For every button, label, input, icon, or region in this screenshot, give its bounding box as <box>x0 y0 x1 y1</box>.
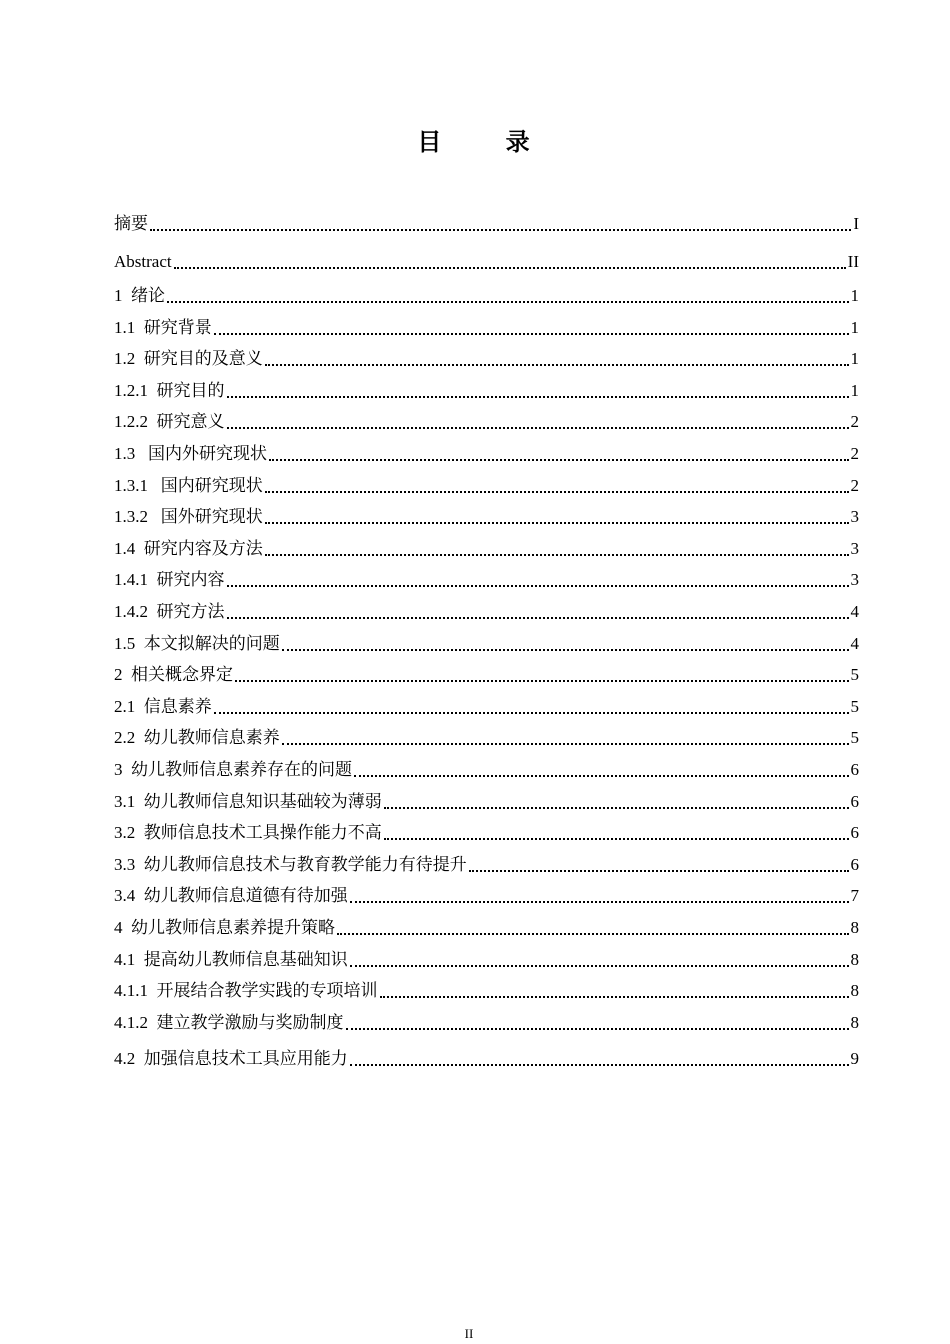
toc-title: 目 录 <box>417 128 558 156</box>
toc-entry[interactable] <box>114 537 859 561</box>
toc-dot-leader <box>269 459 849 461</box>
toc-entry-page: 2 <box>850 412 859 431</box>
toc-entry[interactable] <box>114 568 859 592</box>
toc-entry-label: 幼儿教师信息素养存在的问题 <box>131 760 352 780</box>
toc-entry-page: 6 <box>850 823 859 842</box>
toc-entry-page: 5 <box>850 665 859 684</box>
toc-entry[interactable] <box>114 632 859 656</box>
toc-entry-number: 4.1 <box>114 950 144 969</box>
toc-dot-leader <box>469 870 849 872</box>
toc-dot-leader <box>265 554 849 556</box>
toc-entry-page: 1 <box>850 349 859 368</box>
toc-entry-page: 3 <box>850 507 859 526</box>
toc-entry-label: 建立教学激励与奖励制度 <box>156 1013 344 1033</box>
toc-entry[interactable] <box>114 600 859 624</box>
toc-entry-page: 1 <box>850 286 859 305</box>
toc-entry[interactable] <box>114 916 859 940</box>
toc-entry[interactable] <box>114 347 859 371</box>
toc-entry-label: 国内外研究现状 <box>148 444 267 464</box>
toc-entry-label: 提高幼儿教师信息基础知识 <box>143 950 348 970</box>
toc-entry-number: 1.4 <box>114 539 144 558</box>
toc-entry-number: 1.2 <box>114 349 144 368</box>
toc-entry[interactable] <box>114 663 859 687</box>
page-number-footer: II <box>464 1326 474 1341</box>
toc-entry[interactable] <box>114 284 859 308</box>
toc-entry-page: 5 <box>850 697 859 716</box>
toc-entry-page: 8 <box>850 1013 859 1032</box>
toc-entry-label: 研究目的及意义 <box>143 349 263 369</box>
toc-entry-label: 研究目的 <box>156 381 225 401</box>
toc-entry-label: 研究内容 <box>156 570 225 590</box>
toc-entry-page: 3 <box>850 570 859 589</box>
toc-entry-number: 1.4.2 <box>114 602 157 621</box>
toc-entry-label: 幼儿教师信息素养 <box>143 728 280 748</box>
toc-entry-page: 4 <box>850 634 859 653</box>
toc-entry-label: 摘要 <box>114 214 148 234</box>
toc-entry-page: II <box>847 252 859 271</box>
toc-dot-leader <box>227 396 849 398</box>
toc-entry-page: 6 <box>850 792 859 811</box>
toc-dot-leader <box>346 1028 849 1030</box>
toc-dot-leader <box>282 743 849 745</box>
toc-dot-leader <box>227 427 849 429</box>
toc-dot-leader <box>282 649 849 651</box>
toc-entry-label: 国内研究现状 <box>160 476 263 496</box>
toc-entry-number: 1.3.1 <box>114 476 161 495</box>
toc-dot-leader <box>214 712 849 714</box>
toc-entry[interactable] <box>114 212 859 236</box>
toc-entry-label: 开展结合教学实践的专项培训 <box>156 981 378 1001</box>
toc-entry-label: 研究意义 <box>156 412 225 432</box>
toc-entry[interactable] <box>114 853 859 877</box>
toc-entry-number: 1.2.2 <box>114 412 157 431</box>
toc-dot-leader <box>354 775 849 777</box>
toc-entry-label: 信息素养 <box>143 697 212 717</box>
toc-entry-label: 教师信息技术工具操作能力不高 <box>143 823 382 843</box>
toc-entry-label: 本文拟解决的问题 <box>143 634 280 654</box>
toc-entry-number: 1.4.1 <box>114 570 157 589</box>
toc-entry[interactable] <box>114 410 859 434</box>
toc-entry-number: 3.3 <box>114 855 144 874</box>
toc-entry-page: 6 <box>850 760 859 779</box>
toc-dot-leader <box>350 901 849 903</box>
toc-dot-leader <box>227 617 849 619</box>
toc-entry-number: 3.4 <box>114 886 144 905</box>
toc-dot-leader <box>265 491 849 493</box>
toc-entry-number: 2.1 <box>114 697 144 716</box>
toc-dot-leader <box>384 838 849 840</box>
toc-entry-page: 1 <box>850 318 859 337</box>
toc-entry-label: 加强信息技术工具应用能力 <box>143 1049 348 1069</box>
toc-entry[interactable] <box>114 979 859 1003</box>
toc-entry-number: 1.1 <box>114 318 144 337</box>
toc-entry-label: 研究方法 <box>156 602 225 622</box>
toc-entry[interactable] <box>114 790 859 814</box>
toc-entry-number: 1.2.1 <box>114 381 157 400</box>
toc-entry-page: 2 <box>850 476 859 495</box>
toc-entry-number: 3.1 <box>114 792 144 811</box>
toc-entry[interactable] <box>114 758 859 782</box>
toc-entry[interactable] <box>114 474 859 498</box>
toc-dot-leader <box>384 807 849 809</box>
toc-entry-number: 1.3.2 <box>114 507 161 526</box>
toc-entry[interactable] <box>114 316 859 340</box>
toc-entry-label: 相关概念界定 <box>131 665 233 685</box>
toc-entry-label: 国外研究现状 <box>160 507 263 527</box>
toc-dot-leader <box>214 333 849 335</box>
toc-entry-label: 研究背景 <box>143 318 212 338</box>
toc-entry-label: Abstract <box>114 252 172 271</box>
toc-entry-number: 4.2 <box>114 1049 144 1068</box>
toc-dot-leader <box>150 229 851 231</box>
toc-entry-page: 3 <box>850 539 859 558</box>
toc-entry-page: 2 <box>850 444 859 463</box>
toc-dot-leader <box>265 364 849 366</box>
toc-entry[interactable] <box>114 884 859 908</box>
toc-entry-page: 8 <box>850 981 859 1000</box>
toc-entry-label: 幼儿教师信息知识基础较为薄弱 <box>143 792 382 812</box>
toc-entry-label: 幼儿教师信息道德有待加强 <box>143 886 348 906</box>
toc-dot-leader <box>350 1064 849 1066</box>
toc-entry-page: I <box>853 214 859 233</box>
toc-entry[interactable] <box>114 1011 859 1035</box>
toc-entry-label: 幼儿教师信息技术与教育教学能力有待提升 <box>143 855 467 875</box>
toc-entry-page: 9 <box>850 1049 859 1068</box>
toc-entry-page: 6 <box>850 855 859 874</box>
toc-entry-page: 4 <box>850 602 859 621</box>
toc-entry[interactable] <box>114 505 859 529</box>
toc-entry-page: 7 <box>850 886 859 905</box>
toc-entry-label: 绪论 <box>131 286 165 306</box>
toc-entry-number: 4 <box>114 918 131 937</box>
toc-entry[interactable] <box>114 1047 859 1071</box>
toc-entry[interactable] <box>114 442 859 466</box>
toc-entry-number: 2.2 <box>114 728 144 747</box>
toc-dot-leader <box>337 933 849 935</box>
toc-entry-page: 1 <box>850 381 859 400</box>
toc-entry-number: 1 <box>114 286 131 305</box>
toc-dot-leader <box>265 522 849 524</box>
toc-dot-leader <box>227 585 849 587</box>
toc-entry-number: 3 <box>114 760 131 779</box>
toc-entry[interactable] <box>114 726 859 750</box>
toc-entry[interactable] <box>114 948 859 972</box>
toc-dot-leader <box>350 965 849 967</box>
toc-entry-number: 2 <box>114 665 131 684</box>
toc-entry[interactable] <box>114 250 859 274</box>
toc-entry-page: 8 <box>850 950 859 969</box>
toc-entry-number: 1.3 <box>114 444 148 463</box>
toc-entry-label: 幼儿教师信息素养提升策略 <box>131 918 335 938</box>
toc-dot-leader <box>380 996 849 998</box>
toc-dot-leader <box>167 301 849 303</box>
toc-entry-number: 1.5 <box>114 634 144 653</box>
toc-entry-page: 5 <box>850 728 859 747</box>
toc-entry-page: 8 <box>850 918 859 937</box>
toc-entry-number: 4.1.1 <box>114 981 157 1000</box>
toc-entry[interactable] <box>114 379 859 403</box>
toc-entry[interactable] <box>114 821 859 845</box>
toc-entry-label: 研究内容及方法 <box>143 539 263 559</box>
toc-entry-number: 3.2 <box>114 823 144 842</box>
toc-dot-leader <box>174 267 846 269</box>
toc-entry-number: 4.1.2 <box>114 1013 157 1032</box>
toc-entry[interactable] <box>114 695 859 719</box>
toc-dot-leader <box>235 680 849 682</box>
